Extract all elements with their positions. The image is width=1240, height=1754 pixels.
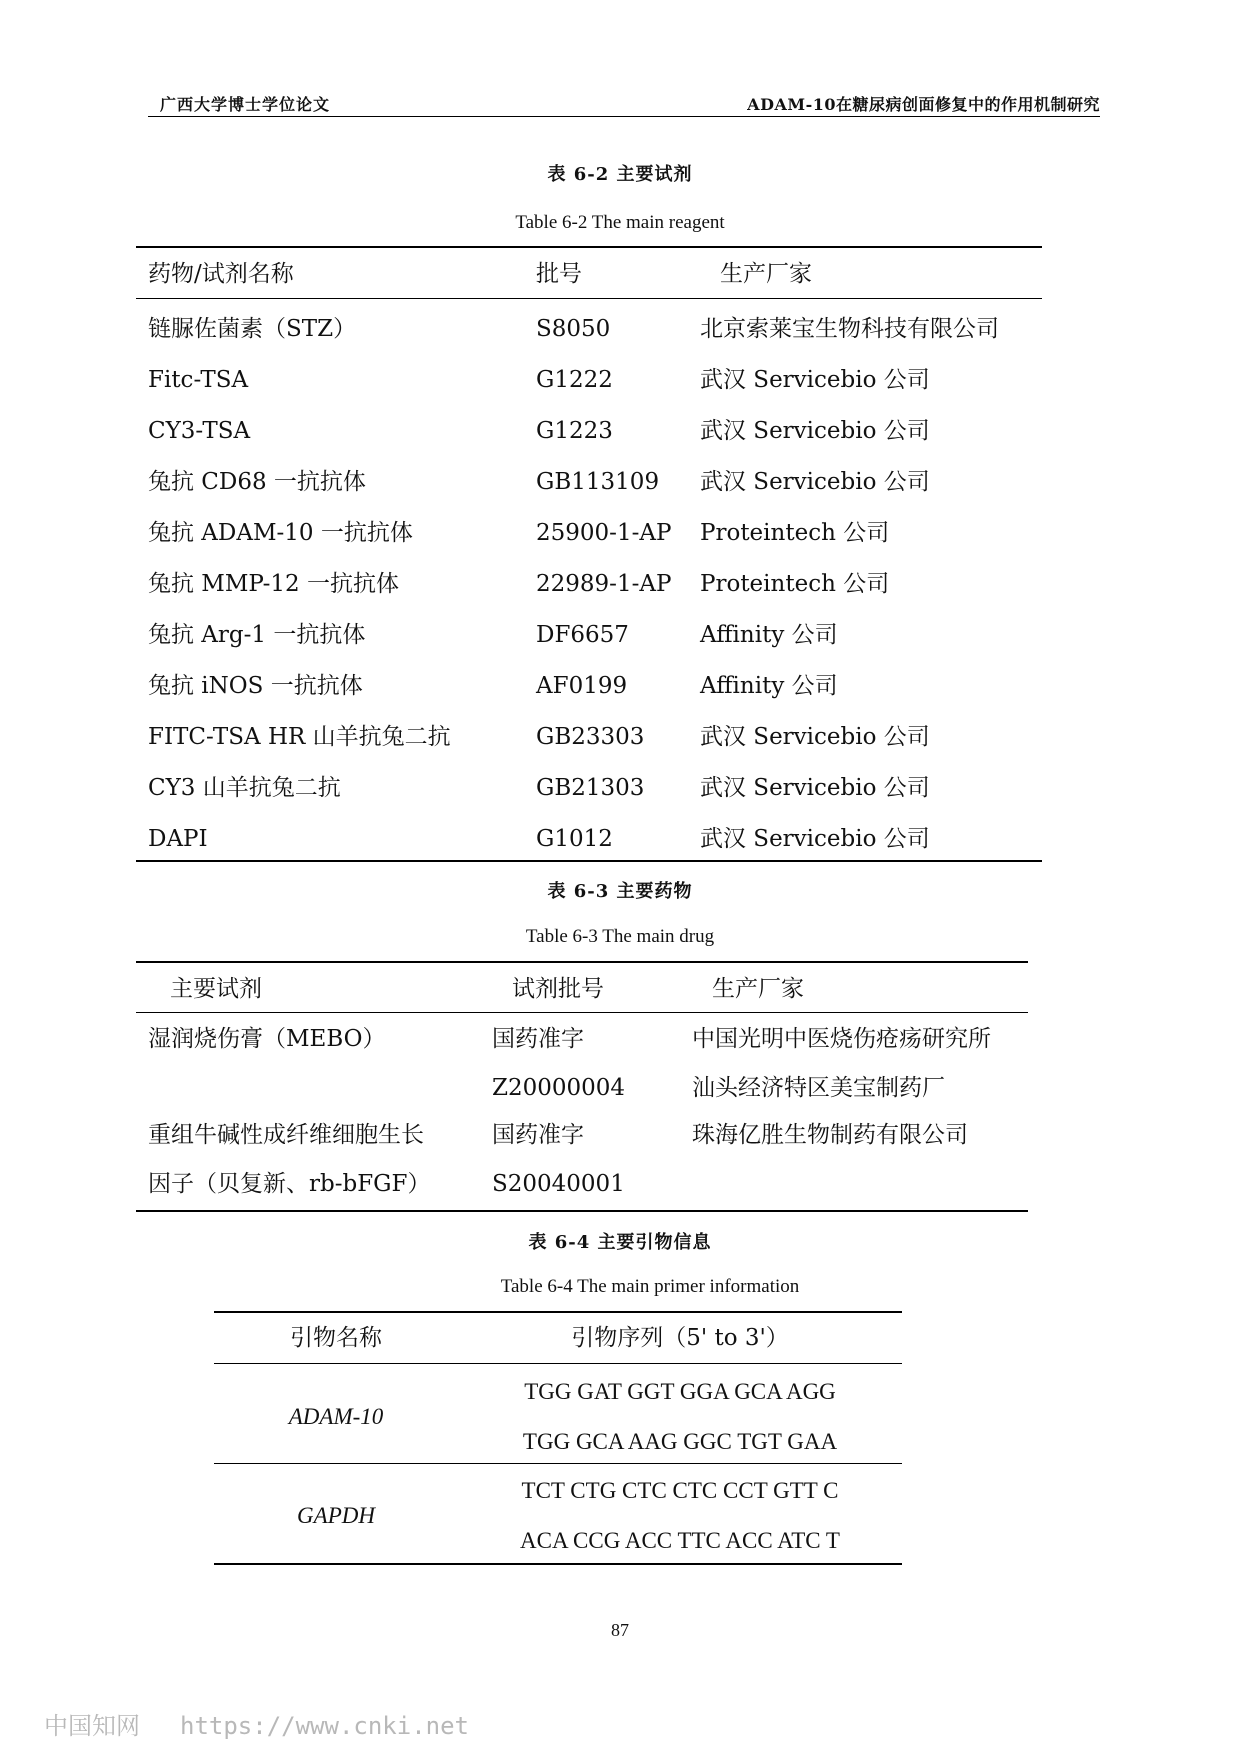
table-6-2-cell: GB21303 bbox=[536, 775, 645, 801]
table-6-3-cell: 珠海亿胜生物制药有限公司 bbox=[692, 1122, 968, 1148]
table-6-3-header-batch: 试剂批号 bbox=[512, 976, 604, 1002]
table-6-2-cell: DAPI bbox=[148, 826, 208, 852]
table-6-3-caption-en: Table 6-3 The main drug bbox=[525, 926, 715, 947]
table-6-3-cell: 汕头经济特区美宝制药厂 bbox=[692, 1075, 945, 1101]
table-6-3-cell: 因子（贝复新、rb-bFGF） bbox=[148, 1171, 431, 1197]
primer-seq: TGG GCA AAG GGC TGT GAA bbox=[522, 1429, 838, 1454]
table-6-3-cell: S20040001 bbox=[492, 1171, 625, 1197]
table-6-2-cell: 北京索莱宝生物科技有限公司 bbox=[700, 316, 999, 342]
table-6-3-caption-cn: 表 6-3 主要药物 bbox=[547, 881, 693, 902]
table-6-2-cell: 22989-1-AP bbox=[536, 571, 672, 597]
table-6-2-cell: 武汉 Servicebio 公司 bbox=[700, 469, 930, 495]
table-6-2-cell: S8050 bbox=[536, 316, 611, 342]
table-6-3-header-maker: 生产厂家 bbox=[712, 976, 804, 1002]
table-6-4-top-rule bbox=[214, 1311, 902, 1313]
table-6-2-cell: 链脲佐菌素（STZ） bbox=[148, 316, 357, 342]
primer-seq: TGG GAT GGT GGA GCA AGG bbox=[524, 1379, 836, 1404]
table-6-2-header-maker: 生产厂家 bbox=[720, 261, 812, 287]
table-6-2-top-rule bbox=[136, 246, 1042, 248]
table-6-2-cell: G1222 bbox=[536, 367, 613, 393]
table-6-2-cell: 武汉 Servicebio 公司 bbox=[700, 418, 930, 444]
table-6-2-cell: 武汉 Servicebio 公司 bbox=[700, 724, 930, 750]
cnki-watermark bbox=[44, 1706, 469, 1741]
table-6-2-cell: 兔抗 ADAM-10 一抗抗体 bbox=[148, 520, 413, 546]
table-6-2-header-batch: 批号 bbox=[536, 261, 582, 287]
table-6-2-cell: 兔抗 Arg-1 一抗抗体 bbox=[148, 622, 366, 648]
table-6-2-caption-cn: 表 6-2 主要试剂 bbox=[547, 164, 693, 185]
watermark-brand: 中国知网 bbox=[44, 1712, 140, 1740]
table-6-4-bottom-rule bbox=[214, 1563, 902, 1565]
table-6-2-cell: Fitc-TSA bbox=[148, 367, 249, 393]
table-6-2-cell: 武汉 Servicebio 公司 bbox=[700, 775, 930, 801]
table-6-2-bottom-rule bbox=[136, 860, 1042, 862]
table-6-2-cell: CY3 山羊抗兔二抗 bbox=[148, 775, 341, 801]
table-6-2-cell: G1223 bbox=[536, 418, 613, 444]
watermark-url: https://www.cnki.net bbox=[180, 1712, 469, 1740]
table-6-4-header-name: 引物名称 bbox=[290, 1325, 382, 1351]
table-6-2-cell: G1012 bbox=[536, 826, 613, 852]
table-6-3-header-reagent: 主要试剂 bbox=[170, 976, 262, 1002]
page-number: 87 bbox=[611, 1620, 629, 1640]
table-6-2-cell: 武汉 Servicebio 公司 bbox=[700, 367, 930, 393]
header-rule bbox=[148, 116, 1100, 117]
table-6-3-bottom-rule bbox=[136, 1210, 1028, 1212]
table-6-2-cell: 武汉 Servicebio 公司 bbox=[700, 826, 930, 852]
table-6-4-group-rule bbox=[214, 1463, 902, 1464]
table-6-3-cell: 国药准字 bbox=[492, 1026, 584, 1052]
table-6-2-cell: AF0199 bbox=[536, 673, 628, 699]
table-6-2-cell: Proteintech 公司 bbox=[700, 571, 890, 597]
table-6-2-header-name: 药物/试剂名称 bbox=[148, 261, 294, 287]
table-6-2-cell: FITC-TSA HR 山羊抗兔二抗 bbox=[148, 724, 451, 750]
primer-seq: TCT CTG CTC CTC CCT GTT C bbox=[521, 1478, 839, 1503]
table-6-4-caption-en: Table 6-4 The main primer information bbox=[500, 1276, 800, 1297]
table-6-3-cell: 湿润烧伤膏（MEBO） bbox=[148, 1026, 386, 1052]
running-header-left: 广西大学博士学位论文 bbox=[160, 95, 331, 114]
primer-name-gapdh: GAPDH bbox=[297, 1503, 375, 1528]
table-6-2-cell: CY3-TSA bbox=[148, 418, 251, 444]
table-6-2-caption-en: Table 6-2 The main reagent bbox=[515, 212, 725, 233]
primer-seq: ACA CCG ACC TTC ACC ATC T bbox=[520, 1528, 840, 1553]
table-6-2-cell: Affinity 公司 bbox=[700, 673, 838, 699]
table-6-3-cell: 重组牛碱性成纤维细胞生长 bbox=[148, 1122, 424, 1148]
table-6-2-cell: GB23303 bbox=[536, 724, 645, 750]
table-6-3-cell: 国药准字 bbox=[492, 1122, 584, 1148]
table-6-2-cell: 兔抗 MMP-12 一抗抗体 bbox=[148, 571, 399, 597]
table-6-2-cell: Proteintech 公司 bbox=[700, 520, 890, 546]
table-6-2-cell: 兔抗 CD68 一抗抗体 bbox=[148, 469, 366, 495]
table-6-2-cell: DF6657 bbox=[536, 622, 629, 648]
table-6-4-header-seq: 引物序列（5' to 3'） bbox=[571, 1325, 789, 1351]
table-6-3-header-rule bbox=[136, 1012, 1028, 1013]
table-6-2-cell: GB113109 bbox=[536, 469, 660, 495]
table-6-2-cell: 25900-1-AP bbox=[536, 520, 672, 546]
table-6-3-cell: 中国光明中医烧伤疮疡研究所 bbox=[692, 1026, 991, 1052]
table-6-2-cell: 兔抗 iNOS 一抗抗体 bbox=[148, 673, 363, 699]
primer-name-adam10: ADAM-10 bbox=[288, 1404, 384, 1429]
table-6-4-caption-cn: 表 6-4 主要引物信息 bbox=[528, 1232, 712, 1253]
running-header-right: ADAM-10在糖尿病创面修复中的作用机制研究 bbox=[747, 95, 1100, 114]
table-6-3-cell: Z20000004 bbox=[492, 1075, 626, 1101]
table-6-3-top-rule bbox=[136, 961, 1028, 963]
table-6-2-header-rule bbox=[136, 298, 1042, 299]
table-6-4-header-rule bbox=[214, 1363, 902, 1364]
table-6-2-cell: Affinity 公司 bbox=[700, 622, 838, 648]
